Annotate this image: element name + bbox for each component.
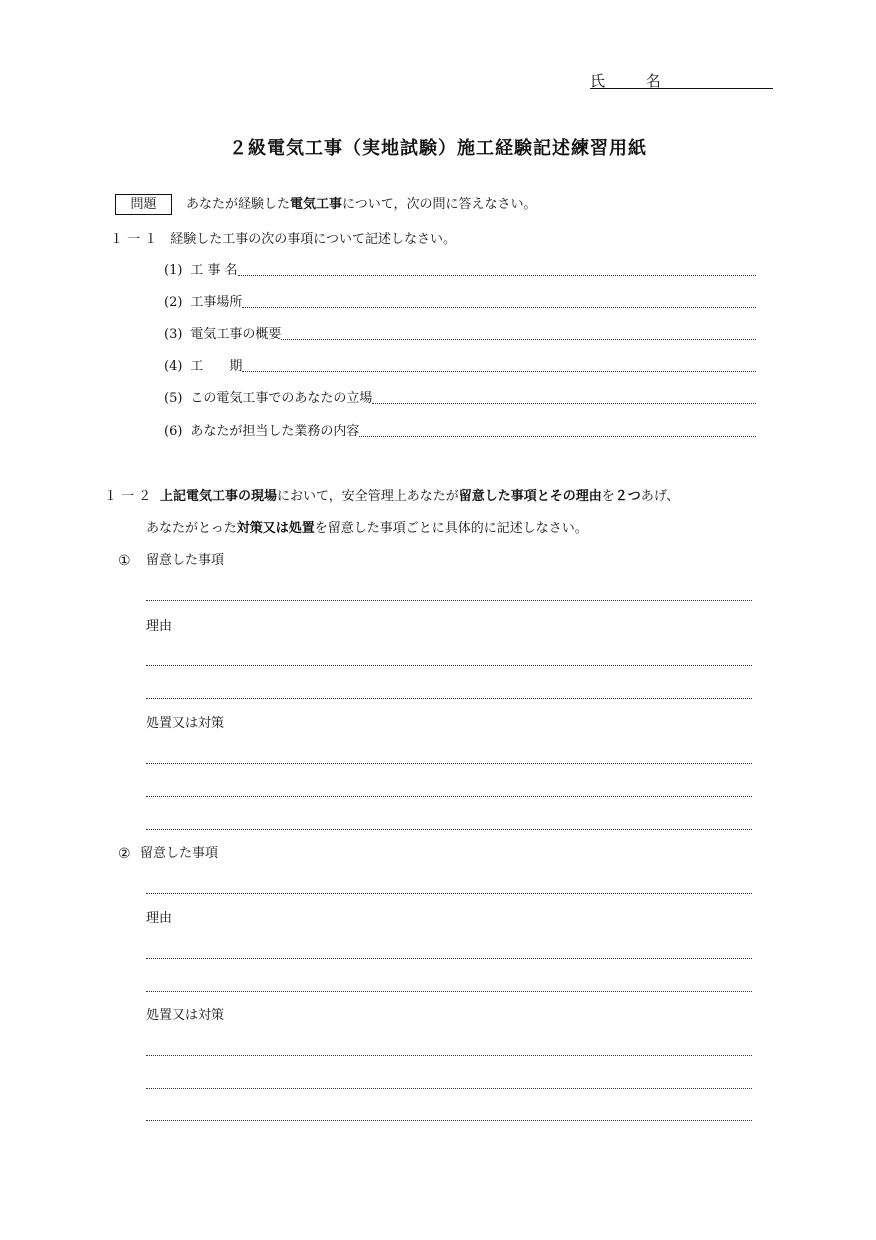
item-num: (3): [164, 327, 183, 342]
item-row-3: [164, 326, 756, 344]
item-row-6: [164, 423, 756, 441]
answer-2-ryui-line[interactable]: [146, 893, 752, 894]
answer-2-riyu-line-2[interactable]: [146, 991, 752, 992]
answer-line[interactable]: [359, 435, 756, 437]
q1-2-l1-s3: を: [601, 489, 615, 504]
q1-1-heading: １ 一 １ 経験した工事の次の事項について記述しなさい。: [110, 232, 457, 247]
answer-2-taisaku-line-1[interactable]: [146, 1055, 752, 1056]
item-row-5: [164, 390, 756, 408]
q1-2-l1-s5: あげ、: [640, 489, 680, 504]
intro-bold: 電気工事: [290, 197, 343, 212]
answer-1-taisaku-line-2[interactable]: [146, 796, 752, 797]
answer-2-taisaku-label: 処置又は対策: [146, 1008, 225, 1023]
question-box-label: 問題: [115, 194, 172, 215]
answer-2-taisaku-line-2[interactable]: [146, 1088, 752, 1089]
q1-2-num: １ 一 ２: [104, 489, 152, 504]
item-label: あなたが担当した業務の内容: [190, 424, 360, 439]
answer-line[interactable]: [242, 370, 756, 372]
question-intro: [186, 196, 537, 214]
item-num: (2): [164, 295, 183, 310]
name-label: 氏 名: [590, 72, 679, 90]
intro-post: について，次の問に答えなさい。: [342, 197, 537, 212]
item-num: (6): [164, 424, 183, 439]
answer-1-riyu-line-1[interactable]: [146, 665, 752, 666]
q1-2-l2-s2: を留意した事項ごとに具体的に記述しなさい。: [314, 521, 588, 536]
item-label: この電気工事でのあなたの立場: [190, 391, 373, 406]
item-row-4: [164, 358, 756, 376]
item-label: 工 事 名: [190, 263, 238, 278]
intro-pre: あなたが経験した: [186, 197, 291, 212]
item-label: 工 期: [190, 359, 243, 374]
item-row-1: [164, 262, 756, 280]
item-row-2: [164, 294, 756, 312]
answer-line[interactable]: [281, 338, 756, 340]
q1-2-l2-s0: あなたがとった: [146, 521, 237, 536]
q1-2-l1-s0: 上記電気工事の現場: [160, 489, 278, 504]
item-label: 工事場所: [190, 295, 243, 310]
item-num: (1): [164, 263, 183, 278]
q1-2-line2: [146, 520, 588, 538]
answer-1-marker: ①: [118, 553, 131, 569]
answer-2-marker: ②: [118, 846, 131, 862]
item-num: (5): [164, 391, 183, 406]
answer-2-taisaku-line-3[interactable]: [146, 1120, 752, 1121]
item-label: 電気工事の概要: [190, 327, 282, 342]
name-field[interactable]: [590, 88, 773, 89]
answer-1-riyu-line-2[interactable]: [146, 698, 752, 699]
answer-1-taisaku-line-1[interactable]: [146, 763, 752, 764]
q1-2-line1: [160, 488, 679, 506]
q1-2-l1-s1: において，安全管理上あなたが: [277, 489, 459, 504]
answer-2-riyu-line-1[interactable]: [146, 958, 752, 959]
answer-2-riyu-label: 理由: [146, 911, 173, 926]
answer-1-taisaku-line-3[interactable]: [146, 829, 752, 830]
answer-line[interactable]: [242, 306, 756, 308]
item-num: (4): [164, 359, 183, 374]
answer-1-riyu-label: 理由: [146, 619, 173, 634]
answer-1-taisaku-label: 処置又は対策: [146, 716, 225, 731]
page-title: ２級電気工事（実地試験）施工経験記述練習用紙: [229, 138, 647, 159]
answer-2-ryui-label: 留意した事項: [140, 846, 219, 861]
q1-2-l2-s1: 対策又は処置: [236, 521, 315, 536]
answer-1-ryui-label: 留意した事項: [146, 553, 225, 568]
answer-line[interactable]: [372, 402, 756, 404]
q1-2-l1-s4: ２つ: [614, 489, 641, 504]
answer-1-ryui-line[interactable]: [146, 600, 752, 601]
q1-2-l1-s2: 留意した事項とその理由: [458, 489, 602, 504]
answer-line[interactable]: [238, 274, 756, 276]
